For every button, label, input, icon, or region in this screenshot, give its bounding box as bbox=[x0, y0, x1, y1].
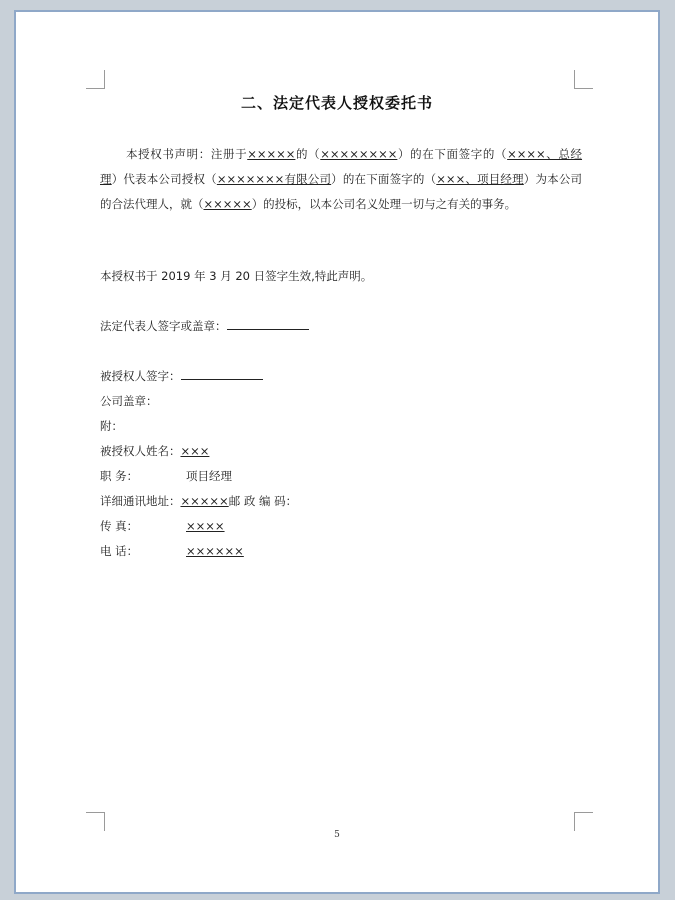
fax-label: 传 真： bbox=[100, 519, 139, 533]
address-label: 详细通讯地址： bbox=[100, 494, 181, 508]
page-number: 5 bbox=[334, 830, 340, 840]
phone-value: ×××××× bbox=[186, 544, 244, 558]
crop-mark-bottom-left bbox=[86, 812, 105, 831]
para-text-5: ）的在下面签字的（ bbox=[331, 172, 437, 186]
position-row bbox=[100, 468, 232, 484]
authorized-company: ×××××××有限公司 bbox=[216, 172, 332, 186]
crop-mark-top-right bbox=[574, 70, 593, 89]
legal-rep-signature-blank bbox=[227, 319, 309, 330]
para-text-2: 的（ bbox=[295, 147, 321, 161]
agent-signature-blank bbox=[181, 369, 263, 380]
authorization-paragraph bbox=[100, 142, 582, 217]
crop-mark-bottom-right bbox=[574, 812, 593, 831]
document-page bbox=[14, 10, 660, 894]
para-text-1: 本授权书声明：注册于 bbox=[126, 147, 248, 161]
agent-name-title: ×××、项目经理 bbox=[436, 172, 524, 186]
para-text-6: ）为本公司的合法代理人，就（ bbox=[100, 172, 583, 211]
document-title: 二、法定代表人授权委托书 bbox=[240, 94, 433, 112]
attachment-label: 附： bbox=[100, 419, 123, 433]
agent-name-value: ××× bbox=[180, 444, 210, 458]
position-value: 项目经理 bbox=[186, 469, 232, 483]
legal-rep-signature-row bbox=[100, 318, 309, 334]
crop-mark-top-left bbox=[86, 70, 105, 89]
phone-row bbox=[100, 543, 244, 559]
registration-place: ××××× bbox=[247, 147, 296, 161]
legal-rep-signature-label: 法定代表人签字或盖章： bbox=[100, 319, 227, 333]
para-text-4: ）代表本公司授权（ bbox=[111, 172, 217, 186]
postcode-label: 邮 政 编 码： bbox=[228, 494, 298, 508]
agent-name-row bbox=[100, 443, 209, 459]
company-name: ×××××××× bbox=[320, 147, 398, 161]
phone-label: 电 话： bbox=[100, 544, 139, 558]
para-text-7: ）的投标，以本公司名义处理一切与之有关的事务。 bbox=[251, 197, 517, 211]
agent-signature-row bbox=[100, 368, 263, 384]
fax-value: ×××× bbox=[186, 519, 225, 533]
effective-statement: 本授权书于 2019 年 3 月 20 日签字生效,特此声明。 bbox=[100, 269, 373, 283]
para-text-3: ）的在下面签字的（ bbox=[397, 147, 508, 161]
fax-row bbox=[100, 518, 225, 534]
representative-name-title: ××××、总经理 bbox=[100, 147, 583, 186]
address-row bbox=[100, 493, 297, 509]
address-value: ××××× bbox=[180, 494, 229, 508]
company-seal-label: 公司盖章： bbox=[100, 394, 158, 408]
agent-signature-label: 被授权人签字： bbox=[100, 369, 181, 383]
project-name: ××××× bbox=[203, 197, 252, 211]
agent-name-label: 被授权人姓名： bbox=[100, 444, 181, 458]
position-label: 职 务： bbox=[100, 469, 139, 483]
